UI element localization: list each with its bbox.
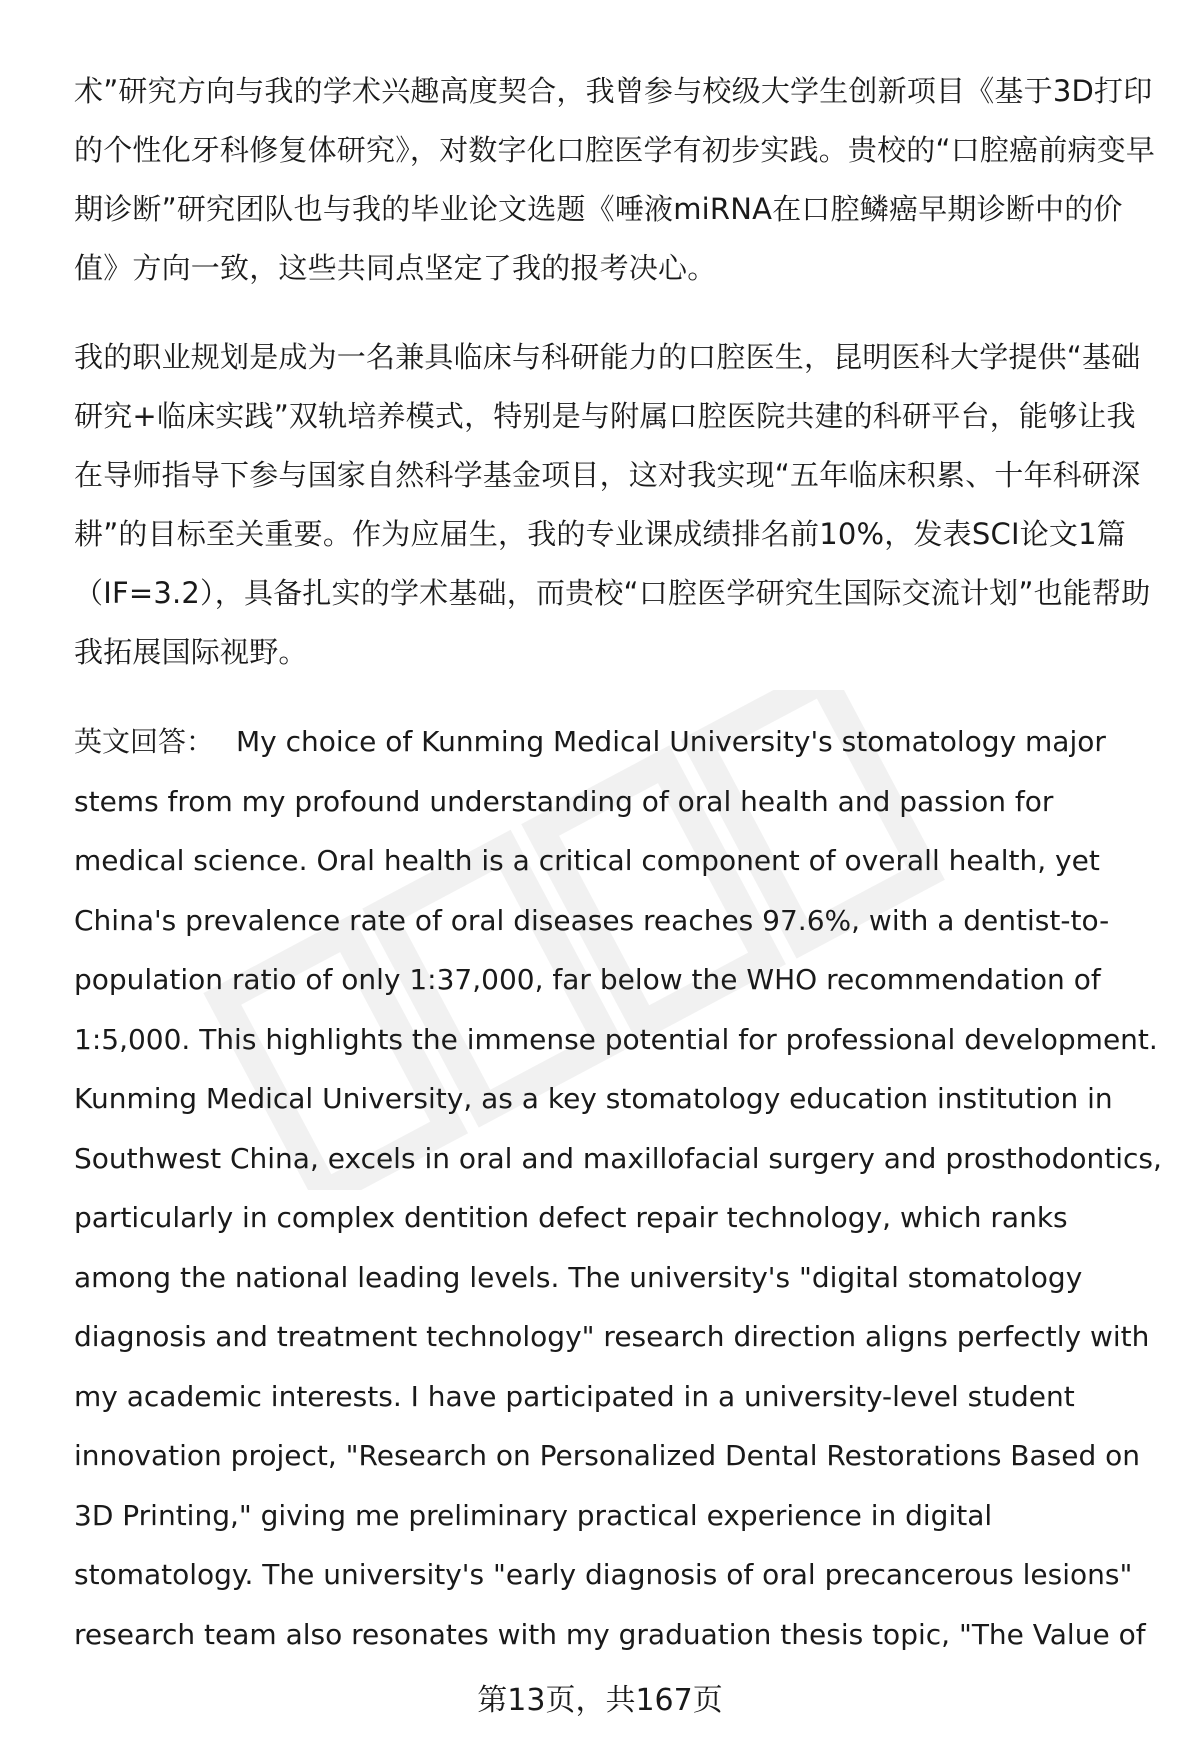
document-body — [74, 62, 1162, 1694]
paragraph-chinese-1 — [74, 62, 1162, 298]
paragraph-text: 术”研究方向与我的学术兴趣高度契合，我曾参与校级大学生创新项目《基于3D打印的个性化牙科修复体研究》，对数字化口腔医学有初步实践。贵校的“口腔癌前病变早期诊断”研究团队也与我的毕业论文选题《唾液miRNA在口腔鳞癌早期诊断中的价值》方向一致，这些共同点坚定了我的报考决心。 — [74, 74, 1156, 285]
page-footer — [0, 1675, 1200, 1719]
paragraph-english-answer — [74, 712, 1162, 1664]
answer-label: 英文回答： — [74, 725, 215, 758]
paragraph-text: 我的职业规划是成为一名兼具临床与科研能力的口腔医生，昆明医科大学提供“基础研究+临床实践”双轨培养模式，特别是与附属口腔医院共建的科研平台，能够让我在导师指导下参与国家自然科学基金项目，这对我实现“五年临床积累、十年科研深耕”的目标至关重要。作为应届生，我的专业课成绩排名前10%，发表SCI论文1篇（IF=3.2），具备扎实的学术基础，而贵校“口腔医学研究生国际交流计划”也能帮助我拓展国际视野。 — [74, 340, 1151, 669]
paragraph-chinese-2 — [74, 328, 1162, 682]
page-number: 第13页，共167页 — [477, 1683, 723, 1718]
paragraph-text: My choice of Kunming Medical University's stomatology major stems from my profound understanding of oral health and passion for medical science. Oral health is a critical component of overall health, yet China's prevalence rate of oral diseases reaches 97.6%, with a dentist-to-population ratio of only 1:37,000, far below the WHO recommendation of 1:5,000. This highlights the immense potential for professional development. Kunming Medical University, as a key stomatology education institution in Southwest China, excels in oral and maxillofacial surgery and prosthodontics, particularly in complex dentition defect repair technology, which ranks among the national leading levels. The university's "digital stomatology diagnosis and treatment technology" research direction aligns perfectly with my academic interests. I have participated in a university-level student innovation project, "Research on Personalized Dental Restorations Based on 3D Printing," giving me preliminary practical experience in digital stomatology. The university's "early diagnosis of oral precancerous lesions" research team also resonates with my graduation thesis topic, "The Value of — [74, 725, 1162, 1651]
